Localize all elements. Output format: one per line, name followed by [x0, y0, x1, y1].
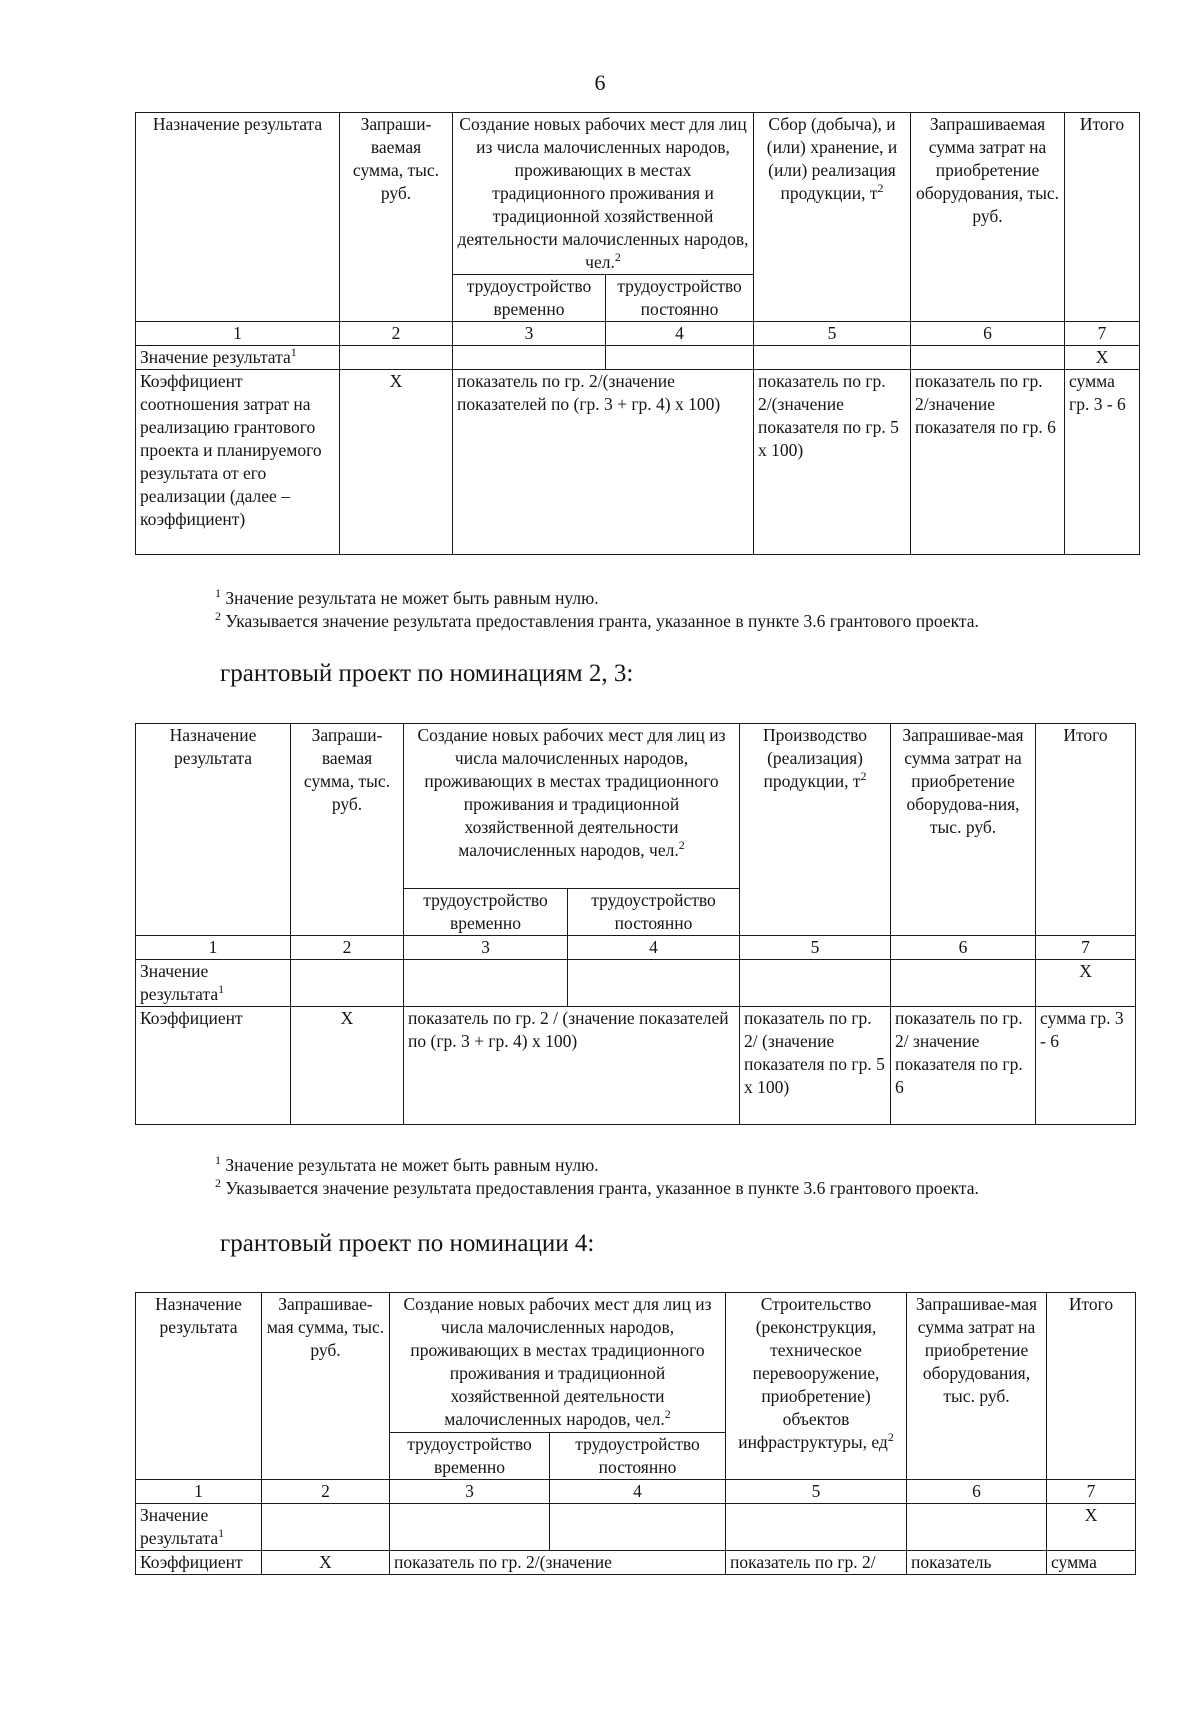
- col-number: 6: [911, 322, 1065, 346]
- footnotes-1: [215, 587, 979, 633]
- footnotes-2: [215, 1154, 979, 1200]
- empty-cell: [606, 346, 754, 370]
- row-value-total: X: [1036, 960, 1136, 1007]
- col-number: 7: [1065, 322, 1140, 346]
- empty-cell: [754, 346, 911, 370]
- col-number: 3: [390, 1480, 550, 1504]
- col-number: 4: [550, 1480, 726, 1504]
- header-jobs: Создание новых рабочих мест для лиц из числа малочисленных народов, проживающих в местах традиционного проживания и традиционной хозяйственной деятельности малочисленных народов, чел.$^2$: [390, 1293, 726, 1433]
- col-number: 3: [404, 936, 568, 960]
- row-coef-equipment: показатель: [907, 1551, 1047, 1575]
- footnote-2: $^2$ Указывается значение результата предоставления гранта, указанное в пункте 3.6 грантового проекта.: [215, 1176, 979, 1198]
- empty-cell: [891, 960, 1036, 1007]
- header-collection: Сбор (добыча), и (или) хранение, и (или) реализация продукции, т$^2$: [754, 113, 911, 322]
- section-caption-2: грантовый проект по номинациям 2, 3:: [220, 660, 634, 687]
- row-coef-total: сумма: [1047, 1551, 1136, 1575]
- empty-cell: [340, 346, 453, 370]
- header-requested-amount: Запраши-ваемая сумма, тыс. руб.: [340, 113, 453, 322]
- header-equipment: Запрашиваемая сумма затрат на приобретение оборудования, тыс. руб.: [911, 113, 1065, 322]
- row-coef-equipment: показатель по гр. 2/значение показателя по гр. 6: [911, 370, 1065, 555]
- section-caption-3: грантовый проект по номинации 4:: [220, 1230, 595, 1257]
- col-number: 7: [1036, 936, 1136, 960]
- row-coef-amount: X: [340, 370, 453, 555]
- header-equipment: Запрашивае-мая сумма затрат на приобретение оборудова-ния, тыс. руб.: [891, 724, 1036, 936]
- footnote-1: $^1$ Значение результата не может быть равным нулю.: [215, 1153, 599, 1175]
- empty-cell: [453, 346, 606, 370]
- header-requested-amount: Запраши-ваемая сумма, тыс. руб.: [291, 724, 404, 936]
- header-jobs-temporary: трудоустройство временно: [404, 889, 568, 936]
- row-value-total: X: [1047, 1504, 1136, 1551]
- col-number: 5: [754, 322, 911, 346]
- row-coef-amount: X: [291, 1007, 404, 1125]
- empty-cell: [907, 1504, 1047, 1551]
- row-value-label: Значение результата$^1$: [136, 960, 291, 1007]
- col-number: 4: [568, 936, 740, 960]
- row-coef-total: сумма гр. 3 - 6: [1065, 370, 1140, 555]
- header-total: Итого: [1036, 724, 1136, 936]
- col-number: 1: [136, 322, 340, 346]
- results-table-2: [135, 723, 1136, 1125]
- footnote-2: $^2$ Указывается значение результата предоставления гранта, указанное в пункте 3.6 грантового проекта.: [215, 609, 979, 631]
- col-number: 6: [891, 936, 1036, 960]
- header-purpose: Назначение результата: [136, 113, 340, 322]
- header-jobs-permanent: трудоустройство постоянно: [568, 889, 740, 936]
- col-number: 2: [262, 1480, 390, 1504]
- row-value-total: X: [1065, 346, 1140, 370]
- page-number: 6: [594, 70, 606, 95]
- row-coef-label: Коэффициент соотношения затрат на реализацию грантового проекта и планируемого результата от его реализации (далее – коэффициент): [136, 370, 340, 555]
- col-number: 7: [1047, 1480, 1136, 1504]
- empty-cell: [568, 960, 740, 1007]
- results-table-3: [135, 1292, 1136, 1575]
- col-number: 2: [291, 936, 404, 960]
- header-equipment: Запрашивае-мая сумма затрат на приобретение оборудования, тыс. руб.: [907, 1293, 1047, 1480]
- empty-cell: [911, 346, 1065, 370]
- row-coef-amount: X: [262, 1551, 390, 1575]
- empty-cell: [404, 960, 568, 1007]
- col-number: 5: [740, 936, 891, 960]
- row-coef-construction: показатель по гр. 2/: [726, 1551, 907, 1575]
- row-value-label: Значение результата$^1$: [136, 346, 340, 370]
- header-total: Итого: [1047, 1293, 1136, 1480]
- row-coef-jobs: показатель по гр. 2/(значение: [390, 1551, 726, 1575]
- row-coef-total: сумма гр. 3 - 6: [1036, 1007, 1136, 1125]
- header-requested-amount: Запрашивае-мая сумма, тыс. руб.: [262, 1293, 390, 1480]
- row-coef-label: Коэффициент: [136, 1551, 262, 1575]
- col-number: 1: [136, 936, 291, 960]
- header-jobs-permanent: трудоустройство постоянно: [606, 275, 754, 322]
- header-jobs-permanent: трудоустройство постоянно: [550, 1433, 726, 1480]
- header-purpose: Назначение результата: [136, 724, 291, 936]
- row-coef-jobs: показатель по гр. 2 / (значение показателей по (гр. 3 + гр. 4) x 100): [404, 1007, 740, 1125]
- empty-cell: [291, 960, 404, 1007]
- row-coef-production: показатель по гр. 2/ (значение показателя по гр. 5 x 100): [740, 1007, 891, 1125]
- empty-cell: [740, 960, 891, 1007]
- empty-cell: [726, 1504, 907, 1551]
- header-jobs: Создание новых рабочих мест для лиц из числа малочисленных народов, проживающих в местах традиционного проживания и традиционной хозяйственной деятельности малочисленных народов, чел.$^2$: [404, 724, 740, 889]
- empty-cell: [262, 1504, 390, 1551]
- col-number: 5: [726, 1480, 907, 1504]
- header-production: Производство (реализация) продукции, т$^2$: [740, 724, 891, 936]
- header-total: Итого: [1065, 113, 1140, 322]
- header-jobs: Создание новых рабочих мест для лиц из числа малочисленных народов, проживающих в местах традиционного проживания и традиционной хозяйственной деятельности малочисленных народов, чел.$^2$: [453, 113, 754, 275]
- empty-cell: [550, 1504, 726, 1551]
- col-number: 1: [136, 1480, 262, 1504]
- col-number: 2: [340, 322, 453, 346]
- header-purpose: Назначение результата: [136, 1293, 262, 1480]
- header-jobs-temporary: трудоустройство временно: [390, 1433, 550, 1480]
- row-coef-jobs: показатель по гр. 2/(значение показателей по (гр. 3 + гр. 4) x 100): [453, 370, 754, 555]
- row-coef-label: Коэффициент: [136, 1007, 291, 1125]
- results-table-1: [135, 112, 1140, 555]
- footnote-1: $^1$ Значение результата не может быть равным нулю.: [215, 586, 599, 608]
- empty-cell: [390, 1504, 550, 1551]
- col-number: 6: [907, 1480, 1047, 1504]
- col-number: 3: [453, 322, 606, 346]
- row-value-label: Значение результата$^1$: [136, 1504, 262, 1551]
- col-number: 4: [606, 322, 754, 346]
- header-construction: Строительство (реконструкция, техническое перевооружение, приобретение) объектов инфраструктуры, ед$^2$: [726, 1293, 907, 1480]
- row-coef-equipment: показатель по гр. 2/ значение показателя по гр. 6: [891, 1007, 1036, 1125]
- header-jobs-temporary: трудоустройство временно: [453, 275, 606, 322]
- row-coef-collection: показатель по гр. 2/(значение показателя по гр. 5 x 100): [754, 370, 911, 555]
